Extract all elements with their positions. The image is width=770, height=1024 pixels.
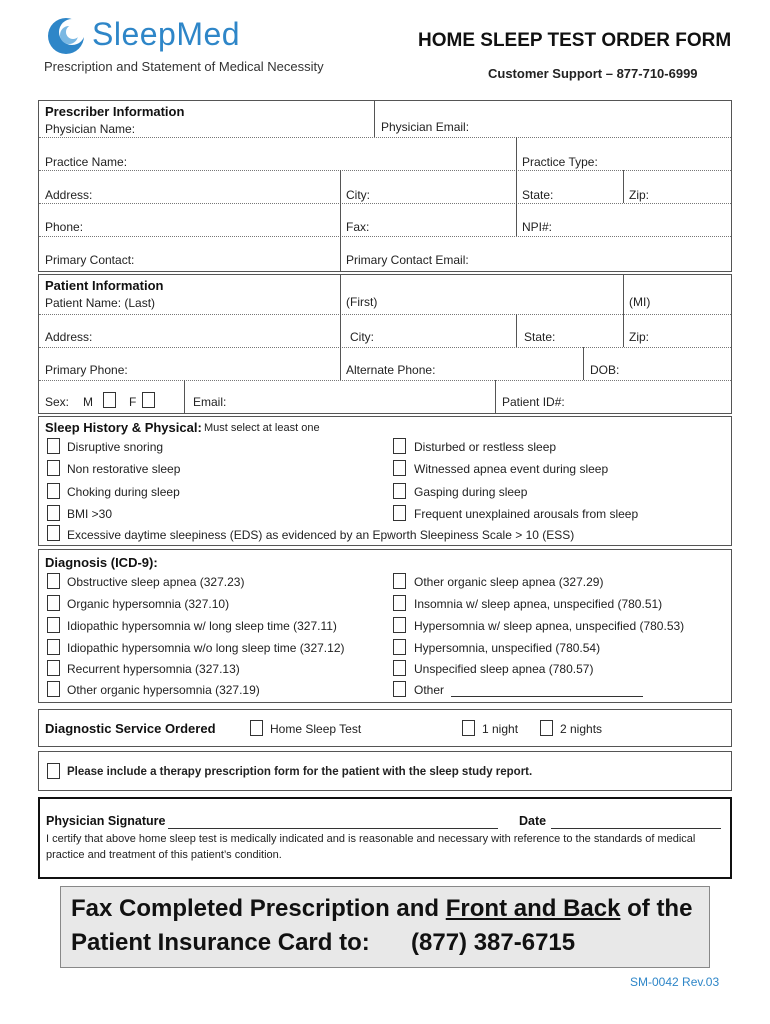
fax-line-2-label: Patient Insurance Card to:: [71, 929, 370, 956]
prescriber-fax-field[interactable]: Fax:: [346, 220, 370, 234]
dob-field[interactable]: DOB:: [590, 363, 620, 377]
certification-text: I certify that above home sleep test is medically indicated and is reasonable and necessary with reference to the standards of medical practice and treatment of this patient’s condition.: [46, 833, 696, 861]
fax-line-1-part-c: of the: [620, 895, 693, 922]
form-code: SM-0042 Rev.03: [630, 975, 720, 989]
signature-section: [38, 797, 732, 879]
physician-name-field[interactable]: Physician Name:: [45, 122, 136, 136]
one-night-label: 1 night: [482, 722, 519, 736]
sleepmed-logo: [44, 12, 264, 62]
other-organic-apnea-label: Other organic sleep apnea (327.29): [414, 575, 604, 589]
sleep-history-section: [38, 416, 732, 546]
date-label: Date: [519, 814, 547, 828]
fax-line-1: [71, 895, 692, 923]
prescriber-zip-field[interactable]: Zip:: [629, 188, 650, 202]
other-organic-apnea-checkbox[interactable]: [393, 573, 406, 589]
gasping-label: Gasping during sleep: [414, 485, 528, 499]
fax-number: (877) 387-6715: [411, 929, 576, 956]
sleep-history-heading: Sleep History & Physical:: [45, 420, 202, 435]
patient-zip-field[interactable]: Zip:: [629, 330, 650, 344]
fax-line-1-part-a: Fax Completed Prescription and: [71, 895, 446, 922]
therapy-prescription-checkbox[interactable]: [47, 763, 60, 779]
service-heading: Diagnostic Service Ordered: [45, 721, 216, 736]
therapy-prescription-label: Please include a therapy prescription form for the patient with the sleep study report.: [67, 766, 533, 778]
physician-signature-label: Physician Signature: [46, 814, 166, 828]
patient-first-name-field[interactable]: (First): [346, 295, 378, 309]
choking-during-sleep-checkbox[interactable]: [47, 483, 60, 499]
prescriber-heading: Prescriber Information: [45, 104, 185, 119]
hypersomnia-apnea-checkbox[interactable]: [393, 617, 406, 633]
organic-hypersomnia-checkbox[interactable]: [47, 595, 60, 611]
other-organic-hypersomnia-label: Other organic hypersomnia (327.19): [67, 683, 260, 697]
form-title: HOME SLEEP TEST ORDER FORM: [418, 30, 732, 51]
prescriber-address-field[interactable]: Address:: [45, 188, 93, 202]
eds-label: Excessive daytime sleepiness (EDS) as evidenced by an Epworth Sleepiness Scale > 10 (ESS): [67, 528, 575, 542]
sex-f-checkbox[interactable]: [142, 392, 155, 408]
patient-mi-field[interactable]: (MI): [629, 295, 651, 309]
patient-id-field[interactable]: Patient ID#:: [502, 395, 565, 409]
other-diagnosis-label: Other: [414, 683, 445, 697]
prescriber-phone-field[interactable]: Phone:: [45, 220, 84, 234]
unspecified-apnea-checkbox[interactable]: [393, 660, 406, 676]
prescriber-state-field[interactable]: State:: [522, 188, 554, 202]
disruptive-snoring-checkbox[interactable]: [47, 438, 60, 454]
eds-checkbox[interactable]: [47, 525, 60, 541]
one-night-checkbox[interactable]: [462, 720, 475, 736]
sex-f-label: F: [129, 395, 137, 409]
diagnosis-section: [38, 549, 732, 703]
patient-city-field[interactable]: City:: [350, 330, 374, 344]
practice-name-field[interactable]: Practice Name:: [45, 155, 128, 169]
other-diagnosis-line[interactable]: [451, 696, 643, 697]
diagnosis-heading: Diagnosis (ICD-9):: [45, 555, 158, 570]
choking-during-sleep-label: Choking during sleep: [67, 485, 180, 499]
frequent-arousals-label: Frequent unexplained arousals from sleep: [414, 507, 639, 521]
idiopathic-long-checkbox[interactable]: [47, 617, 60, 633]
bmi-checkbox[interactable]: [47, 505, 60, 521]
bmi-label: BMI >30: [67, 507, 113, 521]
non-restorative-sleep-checkbox[interactable]: [47, 460, 60, 476]
brand-name: SleepMed: [92, 16, 241, 52]
sex-m-label: M: [83, 395, 93, 409]
other-organic-hypersomnia-checkbox[interactable]: [47, 681, 60, 697]
sex-label: Sex:: [45, 395, 70, 409]
two-nights-checkbox[interactable]: [540, 720, 553, 736]
other-diagnosis-checkbox[interactable]: [393, 681, 406, 697]
obstructive-apnea-label: Obstructive sleep apnea (327.23): [67, 575, 245, 589]
date-line[interactable]: [551, 828, 721, 829]
service-section: [38, 709, 732, 747]
primary-phone-field[interactable]: Primary Phone:: [45, 363, 128, 377]
recurrent-hypersomnia-label: Recurrent hypersomnia (327.13): [67, 662, 240, 676]
insomnia-apnea-label: Insomnia w/ sleep apnea, unspecified (780.51): [414, 597, 663, 611]
customer-support: Customer Support – 877-710-6999: [488, 66, 698, 81]
practice-type-field[interactable]: Practice Type:: [522, 155, 598, 169]
patient-last-name-field[interactable]: Patient Name: (Last): [45, 296, 156, 310]
patient-address-field[interactable]: Address:: [45, 330, 93, 344]
alternate-phone-field[interactable]: Alternate Phone:: [346, 363, 436, 377]
frequent-arousals-checkbox[interactable]: [393, 505, 406, 521]
disturbed-sleep-checkbox[interactable]: [393, 438, 406, 454]
sex-m-checkbox[interactable]: [103, 392, 116, 408]
form-subtitle: Prescription and Statement of Medical Necessity: [44, 59, 324, 74]
fax-line-1-emphasis: Front and Back: [445, 895, 621, 922]
home-sleep-test-checkbox[interactable]: [250, 720, 263, 736]
insomnia-apnea-checkbox[interactable]: [393, 595, 406, 611]
physician-signature-line[interactable]: [168, 828, 498, 829]
therapy-section: [38, 751, 732, 791]
patient-heading: Patient Information: [45, 278, 164, 293]
unspecified-apnea-label: Unspecified sleep apnea (780.57): [414, 662, 594, 676]
idiopathic-without-long-checkbox[interactable]: [47, 639, 60, 655]
home-sleep-test-label: Home Sleep Test: [270, 722, 362, 736]
primary-contact-email-field[interactable]: Primary Contact Email:: [346, 253, 469, 267]
sleep-history-note: Must select at least one: [204, 422, 320, 434]
moon-logo-icon: [46, 14, 86, 58]
witnessed-apnea-label: Witnessed apnea event during sleep: [414, 462, 609, 476]
disruptive-snoring-label: Disruptive snoring: [67, 440, 164, 454]
organic-hypersomnia-label: Organic hypersomnia (327.10): [67, 597, 230, 611]
patient-state-field[interactable]: State:: [524, 330, 556, 344]
physician-email-field[interactable]: Physician Email:: [381, 120, 470, 134]
patient-email-field[interactable]: Email:: [193, 395, 227, 409]
fax-instructions-box: [60, 886, 710, 968]
patient-section: [38, 274, 732, 414]
npi-field[interactable]: NPI#:: [522, 220, 553, 234]
idiopathic-without-long-label: Idiopathic hypersomnia w/o long sleep time (327.12): [67, 641, 345, 655]
hypersomnia-unspecified-checkbox[interactable]: [393, 639, 406, 655]
hypersomnia-unspecified-label: Hypersomnia, unspecified (780.54): [414, 641, 601, 655]
prescriber-section: [38, 100, 732, 272]
disturbed-sleep-label: Disturbed or restless sleep: [414, 440, 557, 454]
primary-contact-field[interactable]: Primary Contact:: [45, 253, 135, 267]
two-nights-label: 2 nights: [560, 722, 603, 736]
recurrent-hypersomnia-checkbox[interactable]: [47, 660, 60, 676]
witnessed-apnea-checkbox[interactable]: [393, 460, 406, 476]
gasping-checkbox[interactable]: [393, 483, 406, 499]
idiopathic-long-label: Idiopathic hypersomnia w/ long sleep time (327.11): [67, 619, 337, 633]
prescriber-city-field[interactable]: City:: [346, 188, 370, 202]
obstructive-apnea-checkbox[interactable]: [47, 573, 60, 589]
hypersomnia-apnea-label: Hypersomnia w/ sleep apnea, unspecified (780.53): [414, 619, 685, 633]
non-restorative-sleep-label: Non restorative sleep: [67, 462, 181, 476]
